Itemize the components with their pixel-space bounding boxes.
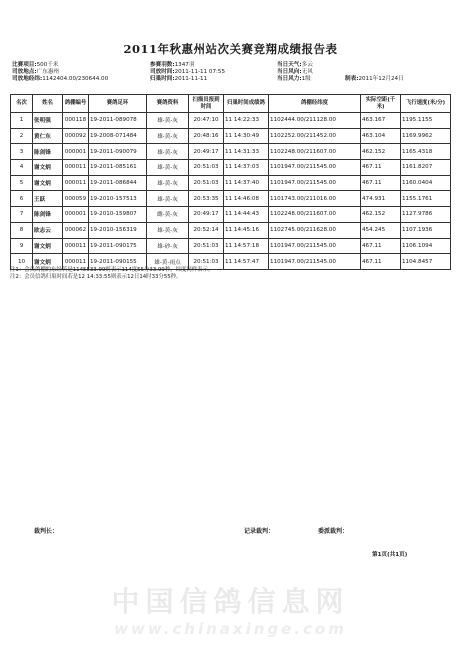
- cell-pigeon-info: 雄-黄-灰: [147, 144, 189, 160]
- header-ring: 赛鸽足环: [89, 95, 147, 113]
- header-speed: 飞行速度(米/分): [401, 95, 451, 113]
- meta-label: 司放时间:: [150, 69, 175, 75]
- cell-ring: 19-2011-085161: [89, 160, 147, 176]
- cell-loft-coords: 1101947.00/211545.00: [269, 160, 361, 176]
- cell-loft-id: 000011: [63, 238, 89, 254]
- cell-loft-id: 000001: [63, 144, 89, 160]
- cell-pigeon-info: 雄-黄-灰: [147, 191, 189, 207]
- meta-release-coords: [12, 76, 108, 83]
- meta-wind: [277, 69, 313, 76]
- cell-loft-coords: 1102745.00/211628.00: [269, 222, 361, 238]
- cell-distance: 467.11: [361, 254, 401, 270]
- cell-loft-coords: 1102248.00/211607.00: [269, 144, 361, 160]
- cell-loft-coords: 1101947.00/211545.00: [269, 175, 361, 191]
- cell-rank: 8: [11, 222, 33, 238]
- cell-pigeon-info: 雄-黄-灰: [147, 128, 189, 144]
- cell-distance: 467.11: [361, 238, 401, 254]
- header-distance: 实际空距(千米): [361, 95, 401, 113]
- cell-distance: 462.152: [361, 207, 401, 223]
- meta-label: 制表:: [345, 76, 359, 82]
- table-row: [11, 113, 451, 129]
- cell-speed: 1165.4318: [401, 144, 451, 160]
- meta-value: 1142404.00/230644.00: [42, 76, 109, 82]
- cell-name: 陈剑锋: [33, 144, 63, 160]
- meta-value: 2011年12月24日: [358, 76, 404, 82]
- meta-value: 2011-11-11: [174, 76, 208, 82]
- meta-label: 归巢时间:: [150, 76, 175, 82]
- cell-pigeon-info: 雄-黄-灰: [147, 113, 189, 129]
- cell-rank: 1: [11, 113, 33, 129]
- cell-ring: 19-2011-089078: [89, 113, 147, 129]
- cell-ring: 19-2011-090155: [89, 254, 147, 270]
- cell-rank: 9: [11, 238, 33, 254]
- header-pigeon-info: 赛鸽资料: [147, 95, 189, 113]
- report-title: 2011年秋惠州站次关赛竞翔成绩报告表: [123, 42, 338, 56]
- page-number: 第1页(共1页): [372, 552, 408, 558]
- cell-name: 欧志云: [33, 222, 63, 238]
- cell-return-time: 11 14:46:08: [224, 191, 269, 207]
- cell-name: 谢文炳: [33, 238, 63, 254]
- cell-rank: 10: [11, 254, 33, 270]
- cell-name: 谢文炳: [33, 160, 63, 176]
- table-header-row: [11, 95, 451, 113]
- cell-name: 陈剑锋: [33, 207, 63, 223]
- meta-value: 1347羽: [174, 62, 195, 68]
- cell-loft-coords: 1102252.00/211452.00: [269, 128, 361, 144]
- cell-loft-coords: 1101947.00/211545.00: [269, 254, 361, 270]
- cell-scan-time: 20:51:03: [189, 160, 224, 176]
- meta-value: 2011-11-11 07:55: [174, 69, 226, 75]
- watermark-text: 中国信鸽信息网: [111, 585, 350, 618]
- cell-scan-time: 20:48:16: [189, 128, 224, 144]
- cell-loft-id: 000062: [63, 222, 89, 238]
- cell-ring: 19-2011-090175: [89, 238, 147, 254]
- referee-signature-label: 裁判长：: [34, 528, 59, 535]
- results-table: [10, 94, 451, 270]
- meta-value: 多云: [301, 62, 313, 68]
- meta-made-date: [345, 76, 404, 83]
- cell-ring: 19-2008-071484: [89, 128, 147, 144]
- cell-loft-id: 000092: [63, 128, 89, 144]
- table-row: [11, 222, 451, 238]
- meta-value: 广东惠州: [36, 69, 60, 75]
- footnotes: [10, 267, 213, 281]
- header-return-time: 归巢时间成绩鸽: [224, 95, 269, 113]
- cell-scan-time: 20:49:17: [189, 207, 224, 223]
- table-row: [11, 207, 451, 223]
- cell-scan-time: 20:51:03: [189, 175, 224, 191]
- table-row: [11, 191, 451, 207]
- cell-ring: 19-2011-090079: [89, 144, 147, 160]
- meta-label: 当日风向:: [277, 69, 302, 75]
- cell-speed: 1161.8207: [401, 160, 451, 176]
- table-row: [11, 160, 451, 176]
- cell-loft-id: 000001: [63, 207, 89, 223]
- meta-weather: [277, 62, 313, 69]
- cell-loft-id: 000011: [63, 254, 89, 270]
- cell-speed: 1107.1936: [401, 222, 451, 238]
- cell-rank: 4: [11, 160, 33, 176]
- cell-scan-time: 20:53:35: [189, 191, 224, 207]
- cell-loft-id: 000059: [63, 191, 89, 207]
- cell-scan-time: 20:52:14: [189, 222, 224, 238]
- header-loft-id: 鸽棚编号: [63, 95, 89, 113]
- cell-pigeon-info: 雄-砂-灰: [147, 238, 189, 254]
- meta-release-time: [150, 69, 225, 76]
- cell-name: 黄仁东: [33, 128, 63, 144]
- cell-pigeon-info: 雄-黄-灰: [147, 175, 189, 191]
- table-row: [11, 175, 451, 191]
- cell-ring: 19-2010-159807: [89, 207, 147, 223]
- table-row: [11, 128, 451, 144]
- cell-distance: 467.11: [361, 160, 401, 176]
- cell-rank: 2: [11, 128, 33, 144]
- cell-distance: 463.104: [361, 128, 401, 144]
- header-rank: 名次: [11, 95, 33, 113]
- meta-return-time: [150, 76, 207, 83]
- cell-return-time: 11 14:37:40: [224, 175, 269, 191]
- cell-return-time: 11 14:57:47: [224, 254, 269, 270]
- cell-ring: 19-2010-157513: [89, 191, 147, 207]
- table-row: [11, 238, 451, 254]
- cell-loft-coords: 1101947.00/211545.00: [269, 238, 361, 254]
- cell-return-time: 11 14:22:33: [224, 113, 269, 129]
- footnote: 注2：会员信鸽归巢时间若是12 14:33:55则表示12日14时33分55秒。: [10, 274, 182, 280]
- table-row: [11, 144, 451, 160]
- cell-pigeon-info: 雄-黄-雨点: [147, 254, 189, 270]
- header-scan-time: 扫描员报到时间: [189, 95, 224, 113]
- cell-rank: 7: [11, 207, 33, 223]
- cell-loft-coords: 1102248.00/211607.00: [269, 207, 361, 223]
- cell-speed: 1195.1155: [401, 113, 451, 129]
- meta-label: 当日风力:: [277, 76, 302, 82]
- cell-pigeon-info: 雄-黄-灰: [147, 160, 189, 176]
- cell-loft-id: 000011: [63, 160, 89, 176]
- cell-return-time: 11 14:30:49: [224, 128, 269, 144]
- cell-distance: 467.11: [361, 175, 401, 191]
- cell-speed: 1106.1094: [401, 238, 451, 254]
- meta-label: 司放地经纬:: [12, 76, 43, 82]
- cell-ring: 19-2010-156319: [89, 222, 147, 238]
- cell-distance: 474.931: [361, 191, 401, 207]
- cell-pigeon-info: 雌-黄-灰: [147, 207, 189, 223]
- cell-ring: 19-2011-086844: [89, 175, 147, 191]
- meta-label: 参赛羽数:: [150, 62, 175, 68]
- footnote: 注1：会员鸽棚的东经若是1145533.99则表示114度55分33.99秒，纬度同样表示。: [10, 267, 214, 273]
- cell-name: 王跃: [33, 191, 63, 207]
- cell-distance: 463.167: [361, 113, 401, 129]
- meta-label: 当日天气:: [277, 62, 302, 68]
- cell-name: 谢文炳: [33, 175, 63, 191]
- meta-value: 无风: [301, 69, 313, 75]
- cell-speed: 1169.9962: [401, 128, 451, 144]
- meta-wind-force: [277, 76, 311, 83]
- cell-return-time: 11 14:37:03: [224, 160, 269, 176]
- cell-loft-coords: 1101743.00/211016.00: [269, 191, 361, 207]
- meta-race-name: [12, 62, 59, 69]
- cell-return-time: 11 14:45:16: [224, 222, 269, 238]
- cell-scan-time: 20:49:17: [189, 144, 224, 160]
- cell-speed: 1127.9786: [401, 207, 451, 223]
- recorder-signature-label: 记录裁判：: [244, 528, 275, 535]
- watermark-url: www.chinaxinge.com: [114, 620, 347, 638]
- header-name: 姓名: [33, 95, 63, 113]
- cell-name: 张明强: [33, 113, 63, 129]
- meta-value: 1级: [301, 76, 311, 82]
- cell-return-time: 11 14:44:43: [224, 207, 269, 223]
- cell-speed: 1160.0404: [401, 175, 451, 191]
- meta-value: 500千米: [36, 62, 59, 68]
- cell-pigeon-info: 雄-黄-灰: [147, 222, 189, 238]
- meta-entries: [150, 62, 194, 69]
- cell-rank: 3: [11, 144, 33, 160]
- meta-release-place: [12, 69, 59, 76]
- cell-speed: 1104.8457: [401, 254, 451, 270]
- cell-return-time: 11 14:31:33: [224, 144, 269, 160]
- meta-label: 司放地点:: [12, 69, 37, 75]
- cell-return-time: 11 14:57:18: [224, 238, 269, 254]
- header-loft-coords: 鸽棚经纬度: [269, 95, 361, 113]
- cell-distance: 454.245: [361, 222, 401, 238]
- cell-loft-id: 000118: [63, 113, 89, 129]
- cell-speed: 1155.1761: [401, 191, 451, 207]
- cell-rank: 5: [11, 175, 33, 191]
- cell-name: 谢文炳: [33, 254, 63, 270]
- cell-scan-time: 20:51:03: [189, 254, 224, 270]
- cell-rank: 6: [11, 191, 33, 207]
- cell-scan-time: 20:51:03: [189, 238, 224, 254]
- cell-scan-time: 20:47:10: [189, 113, 224, 129]
- meta-label: 比赛项目:: [12, 62, 37, 68]
- cell-loft-id: 000011: [63, 175, 89, 191]
- cell-distance: 462.152: [361, 144, 401, 160]
- cell-loft-coords: 1102444.00/211128.00: [269, 113, 361, 129]
- committee-signature-label: 委派裁判：: [318, 528, 349, 535]
